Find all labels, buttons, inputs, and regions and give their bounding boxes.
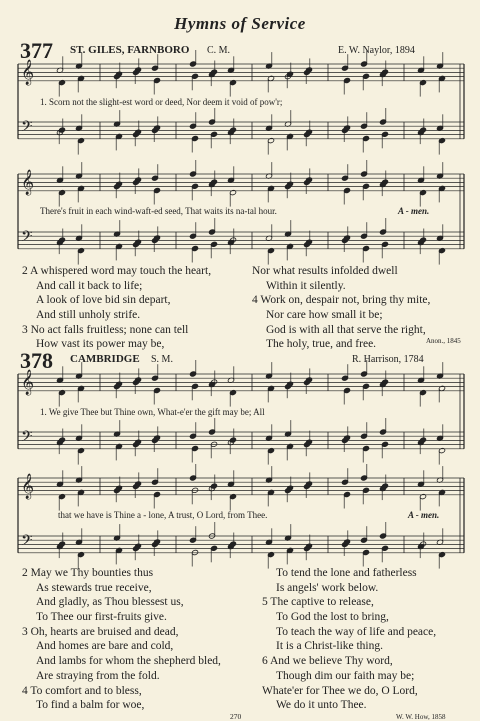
- page-title: Hymns of Service: [174, 14, 306, 33]
- verse-line: To God the lost to bring,: [276, 611, 389, 624]
- bass-clef-icon: 𝄢: [21, 118, 33, 139]
- lyric-line: 1. We give Thee but Thine own, What-e'er the gift may be; All: [40, 407, 265, 417]
- composer: E. W. Naylor, 1894: [338, 45, 415, 56]
- verse-line: It is a Christ-like thing.: [276, 640, 384, 653]
- verse-line: Nor what results infolded dwell: [252, 265, 398, 277]
- treble-clef-icon: 𝄞: [21, 370, 35, 395]
- music-system: [16, 472, 466, 570]
- verse-line: Within it silently.: [266, 279, 346, 292]
- verse-line: 3 No act falls fruitless; none can tell: [22, 323, 189, 336]
- verse-line: 4 Work on, despair not, bring thy mite,: [252, 294, 431, 307]
- verse-line: As stewards true receive,: [36, 581, 152, 594]
- bass-clef-icon: 𝄢: [21, 532, 33, 553]
- verse-line: 4 To comfort and to bless,: [22, 684, 142, 697]
- lyric-line: that we have is Thine a - lone, A trust, O Lord, from Thee.: [58, 510, 268, 520]
- verse-line: And lambs for whom the shepherd bled,: [36, 655, 221, 668]
- lyric-line: There's fruit in each wind-waft-ed seed, That waits its na-tal hour.: [40, 206, 277, 216]
- meter: C. M.: [207, 45, 231, 56]
- attribution: W. W. How, 1858: [396, 713, 446, 721]
- verse-line: Is angels' work below.: [276, 581, 379, 594]
- verse-line: We do it unto Thee.: [276, 699, 367, 712]
- lyric-line: 1. Scorn not the slight-est word or deed, Nor deem it void of pow'r;: [40, 97, 283, 107]
- hymn-number: 378: [20, 348, 53, 373]
- verse-line: 2 A whispered word may touch the heart,: [22, 265, 212, 277]
- verses-left: [22, 264, 211, 352]
- verse-line: 5 The captive to release,: [262, 596, 374, 609]
- hymn-number: 377: [20, 38, 53, 63]
- verses-right: [252, 264, 430, 352]
- music-system: [16, 58, 466, 156]
- treble-clef-icon: 𝄞: [21, 474, 35, 499]
- tune-name: CAMBRIDGE: [70, 353, 140, 365]
- bass-clef-icon: 𝄢: [21, 228, 33, 249]
- verse-line: Though dim our faith may be;: [276, 669, 415, 682]
- composer: R. Harrison, 1784: [352, 354, 424, 365]
- treble-clef-icon: 𝄞: [21, 60, 35, 85]
- meter: S. M.: [151, 354, 173, 365]
- verse-line: To teach the way of life and peace,: [276, 625, 437, 638]
- verse-line: To tend the lone and fatherless: [276, 567, 417, 579]
- verse-line: To Thee our first-fruits give.: [36, 611, 167, 624]
- verse-line: The holy, true, and free.: [266, 338, 377, 351]
- treble-clef-icon: 𝄞: [21, 170, 35, 195]
- verse-line: And call it back to life;: [36, 279, 143, 292]
- verse-line: And gladly, as Thou blessest us,: [36, 596, 184, 609]
- attribution: Anon., 1845: [426, 337, 461, 345]
- amen-label: A - men.: [408, 510, 440, 520]
- verse-line: To find a balm for woe,: [36, 699, 145, 712]
- amen-label: A - men.: [398, 206, 430, 216]
- verse-line: 6 And we believe Thy word,: [262, 655, 393, 668]
- verse-line: Nor care how small it be;: [266, 309, 383, 322]
- verse-line: And homes are bare and cold,: [36, 640, 174, 653]
- verses-left: [22, 566, 221, 713]
- music-system: [16, 368, 466, 466]
- page-number: 270: [230, 712, 242, 721]
- bass-clef-icon: 𝄢: [21, 428, 33, 449]
- verse-line: God is with all that serve the right,: [266, 323, 426, 336]
- verse-line: Are straying from the fold.: [36, 669, 160, 682]
- verse-line: How vast its power may be,: [36, 338, 165, 351]
- tune-name: ST. GILES, FARNBORO: [70, 44, 190, 56]
- verses-right: [262, 566, 436, 713]
- music-system: [16, 168, 466, 266]
- verse-line: Whate'er for Thee we do, O Lord,: [262, 684, 418, 697]
- verse-line: 3 Oh, hearts are bruised and dead,: [22, 625, 179, 638]
- verse-line: 2 May we Thy bounties thus: [22, 567, 154, 579]
- verse-line: A look of love bid sin depart,: [36, 294, 171, 307]
- verse-line: And still unholy strife.: [36, 309, 141, 322]
